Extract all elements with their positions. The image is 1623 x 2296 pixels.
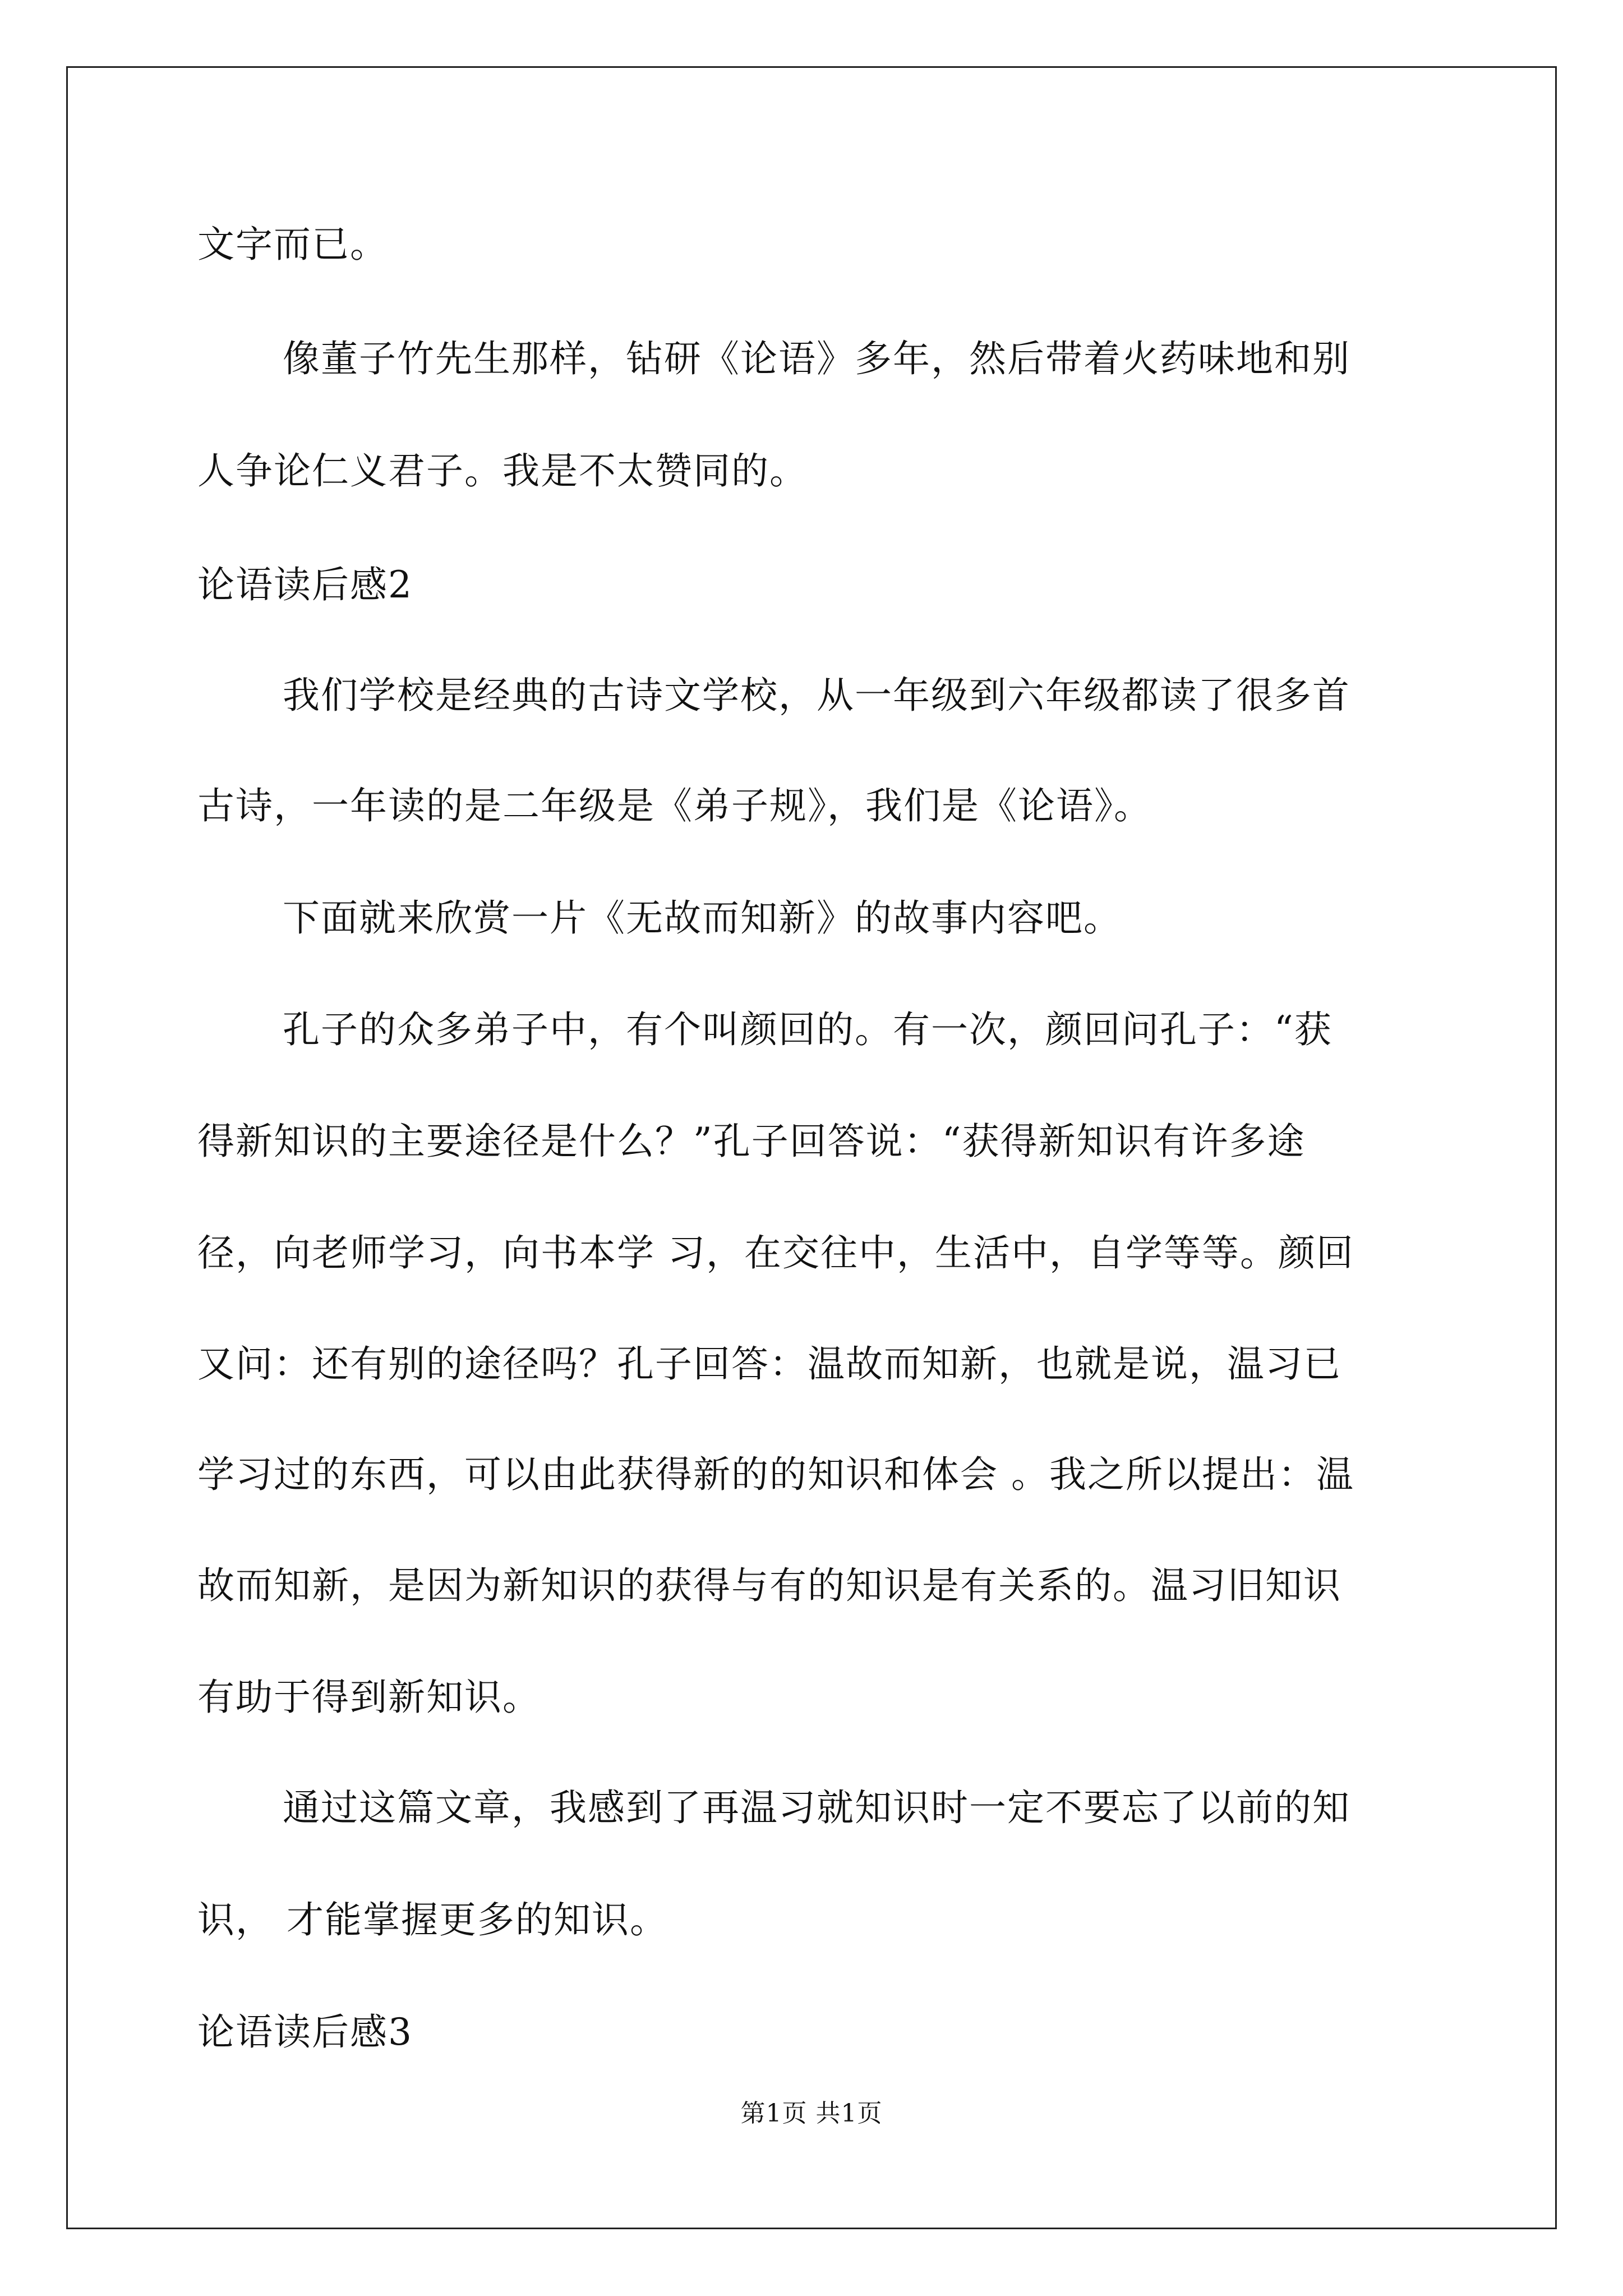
paragraph-line: 得新知识的主要途径是什么？”孔子回答说：“获得新知识有许多途 xyxy=(197,1120,1306,1163)
paragraph-line: 识， 才能掌握更多的知识。 xyxy=(197,1898,668,1941)
paragraph-line: 通过这篇文章，我感到了再温习就知识时一定不要忘了以前的知 xyxy=(283,1786,1350,1829)
section-heading: 论语读后感3 xyxy=(197,2010,413,2054)
page-number-footer: 第1页 共1页 xyxy=(740,2099,883,2128)
paragraph-line: 我们学校是经典的古诗文学校，从一年级到六年级都读了很多首 xyxy=(283,674,1350,717)
paragraph-line: 又问：还有别的途径吗？孔子回答：温故而知新，也就是说，温习已 xyxy=(197,1342,1341,1386)
paragraph-line: 文字而已。 xyxy=(197,223,388,266)
paragraph-line: 有助于得到新知识。 xyxy=(197,1676,541,1719)
paragraph-line: 径，向老师学习，向书本学 习，在交往中，生活中，自学等等。颜回 xyxy=(197,1231,1354,1274)
paragraph-line: 人争论仁义君子。我是不太赞同的。 xyxy=(197,449,808,493)
paragraph-line: 古诗，一年读的是二年级是《弟子规》，我们是《论语》。 xyxy=(197,784,1152,827)
paragraph-line: 学习过的东西，可以由此获得新的的知识和体会 。我之所以提出：温 xyxy=(197,1453,1354,1496)
paragraph-line: 下面就来欣赏一片《无故而知新》的故事内容吧。 xyxy=(283,896,1122,940)
section-heading: 论语读后感2 xyxy=(197,563,413,606)
paragraph-line: 像董子竹先生那样，钻研《论语》多年，然后带着火药味地和别 xyxy=(283,337,1350,380)
paragraph-line: 故而知新，是因为新知识的获得与有的知识是有关系的。温习旧知识 xyxy=(197,1564,1341,1607)
paragraph-line: 孔子的众多弟子中，有个叫颜回的。有一次，颜回问孔子：“获 xyxy=(283,1008,1332,1051)
